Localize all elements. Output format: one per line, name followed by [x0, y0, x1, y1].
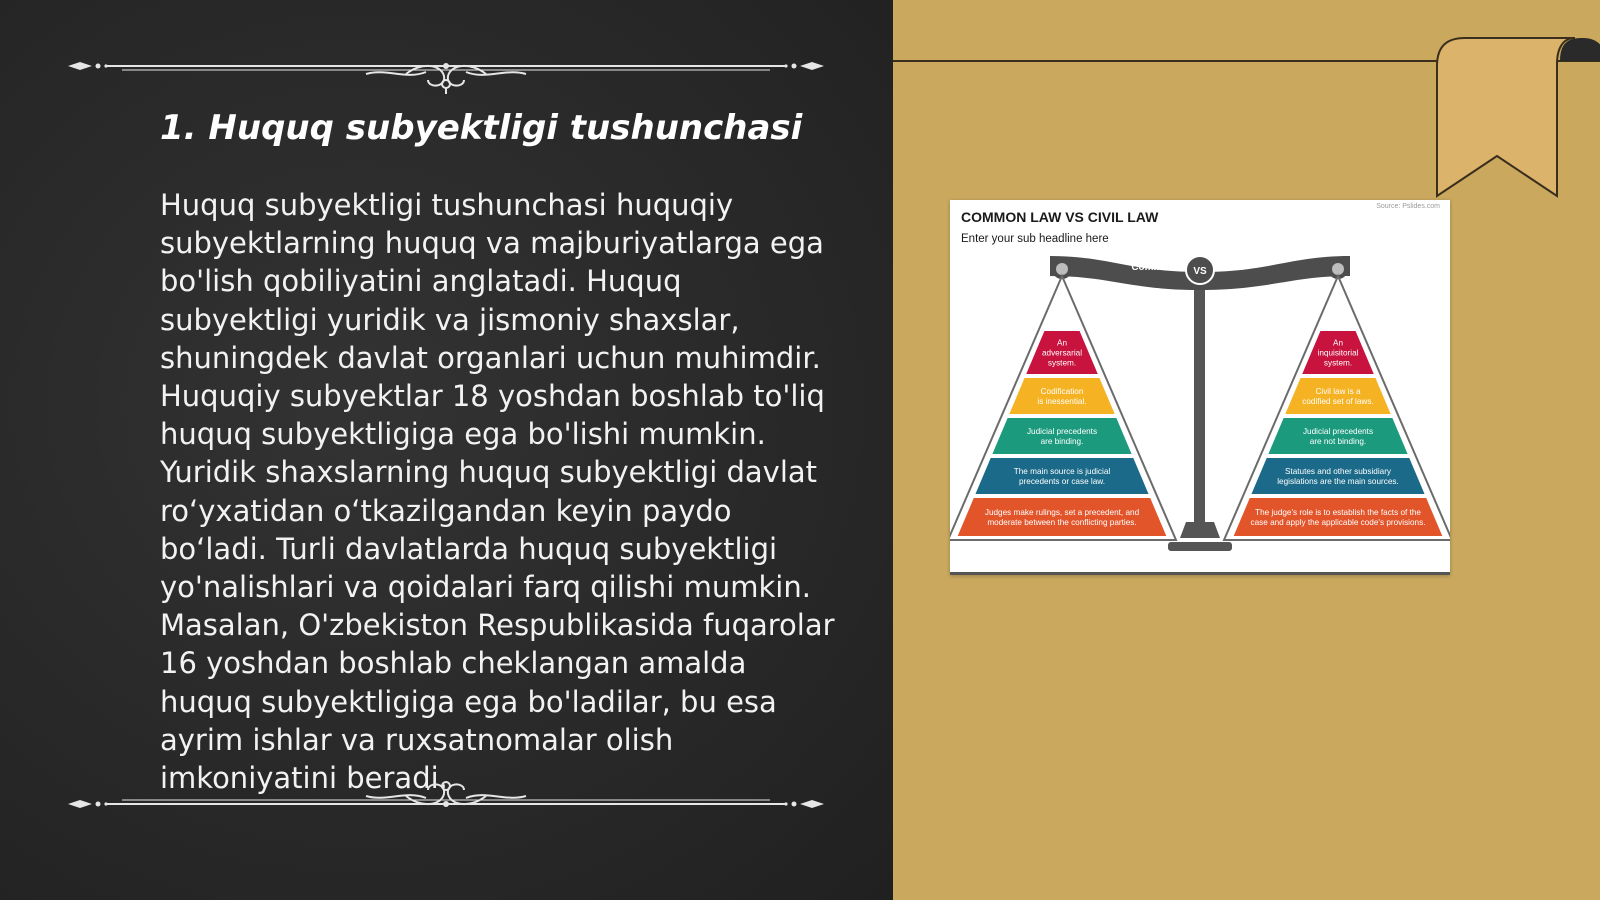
scale-base — [1168, 542, 1232, 551]
common-pyramid-layer-5-text: Judges make rulings, set a precedent, and — [984, 508, 1140, 517]
common-pyramid-layer-1-text: An — [1056, 338, 1068, 348]
civil-pyramid-layer-2 — [1285, 378, 1390, 414]
common-label: Common — [1131, 262, 1175, 273]
civil-pyramid-layer-5 — [1234, 498, 1443, 536]
common-pyramid-layer-4-text: precedents or case law. — [1018, 477, 1106, 486]
left-pivot-inner — [1056, 263, 1068, 275]
common-vs-civil-law-infographic — [950, 200, 1450, 575]
civil-pyramid-layer-3 — [1268, 418, 1407, 454]
civil-pyramid-layer-1-text: inquisitorial — [1317, 348, 1359, 358]
civil-pyramid-layer-3-text: are not binding. — [1309, 437, 1367, 446]
common-pyramid-layer-5 — [958, 498, 1167, 536]
figure-title: COMMON LAW VS CIVIL LAW — [961, 209, 1159, 225]
civil-pyramid-layer-5-text: case and apply the applicable code's provisions. — [1250, 518, 1426, 527]
figure-subtitle: Enter your sub headline here — [961, 233, 1109, 245]
bottom-ornament-divider — [66, 776, 826, 826]
top-ornament-divider — [66, 44, 826, 94]
civil-pyramid-layer-3-text: Judicial precedents — [1302, 427, 1374, 436]
civil-pyramid-layer-4-text: legislations are the main sources. — [1277, 477, 1399, 486]
common-pyramid-layer-4 — [975, 458, 1148, 494]
common-pyramid-layer-1-text: system. — [1047, 358, 1077, 368]
civil-label: Civil — [1222, 262, 1244, 273]
common-pyramid-layer-4-text: The main source is judicial — [1013, 467, 1111, 476]
civil-pyramid-layer-4-text: Statutes and other subsidiary — [1284, 467, 1392, 476]
scales-illustration — [950, 200, 1450, 572]
civil-pyramid-layer-2-text: Civil law is a — [1315, 387, 1361, 396]
slide-body-text: Huquq subyektligi tushunchasi huquqiy subyektlarning huquq va majburiyatlarga ega bo'lish qobiliyatini anglatadi. Huquq subyektligi yuridik va jismoniy shaxslar, shuningdek davlat organlari uchun muhimdir. Huquqiy subyektlar 18 yoshdan boshlab to'liq huquq subyektligiga ega bo'lishi mumkin. Yuridik shaxslarning huquq subyektligi davlat ro‘yxatidan o‘tkazilgandan keyin paydo bo‘ladi. Turli davlatlarda huquq subyektligi yo'nalishlari va qoidalari farq qilishi mumkin. Masalan, O'zbekiston Respublikasida fuqarolar 16 yoshdan boshlab cheklangan amalda huquq subyektligiga ega bo'ladilar, bu esa ayrim ishlar va ruxsatnomalar olish imkoniyatini beradi. — [160, 188, 835, 796]
common-pyramid-layer-3 — [992, 418, 1131, 454]
civil-pyramid-layer-4 — [1251, 458, 1424, 494]
scale-pole — [1194, 272, 1205, 522]
civil-pyramid-layer-1-text: system. — [1323, 358, 1353, 368]
civil-pyramid-layer-5-text: The judge's role is to establish the facts of the — [1255, 508, 1421, 517]
common-pyramid-layer-5-text: moderate between the conflicting parties. — [987, 518, 1137, 527]
common-pyramid-layer-2 — [1009, 378, 1114, 414]
figure-source: Source: Pslides.com — [1376, 203, 1440, 210]
civil-pyramid-layer-2-text: codified set of laws. — [1302, 397, 1374, 406]
common-pyramid-layer-3-text: are binding. — [1040, 437, 1084, 446]
right-pivot-inner — [1332, 263, 1344, 275]
common-pyramid-layer-1-text: adversarial — [1041, 348, 1083, 358]
scale-base-upper — [1180, 522, 1220, 538]
common-pyramid-layer-2-text: Codification — [1040, 387, 1084, 396]
vs-label: VS — [1193, 266, 1207, 277]
slide-title: 1. Huquq subyektligi tushunchasi — [160, 108, 803, 148]
bookmark-ribbon-decoration — [1435, 36, 1600, 201]
common-pyramid-layer-3-text: Judicial precedents — [1026, 427, 1098, 436]
civil-pyramid-layer-1-text: An — [1332, 338, 1344, 348]
common-pyramid-layer-2-text: is inessential. — [1037, 397, 1087, 406]
